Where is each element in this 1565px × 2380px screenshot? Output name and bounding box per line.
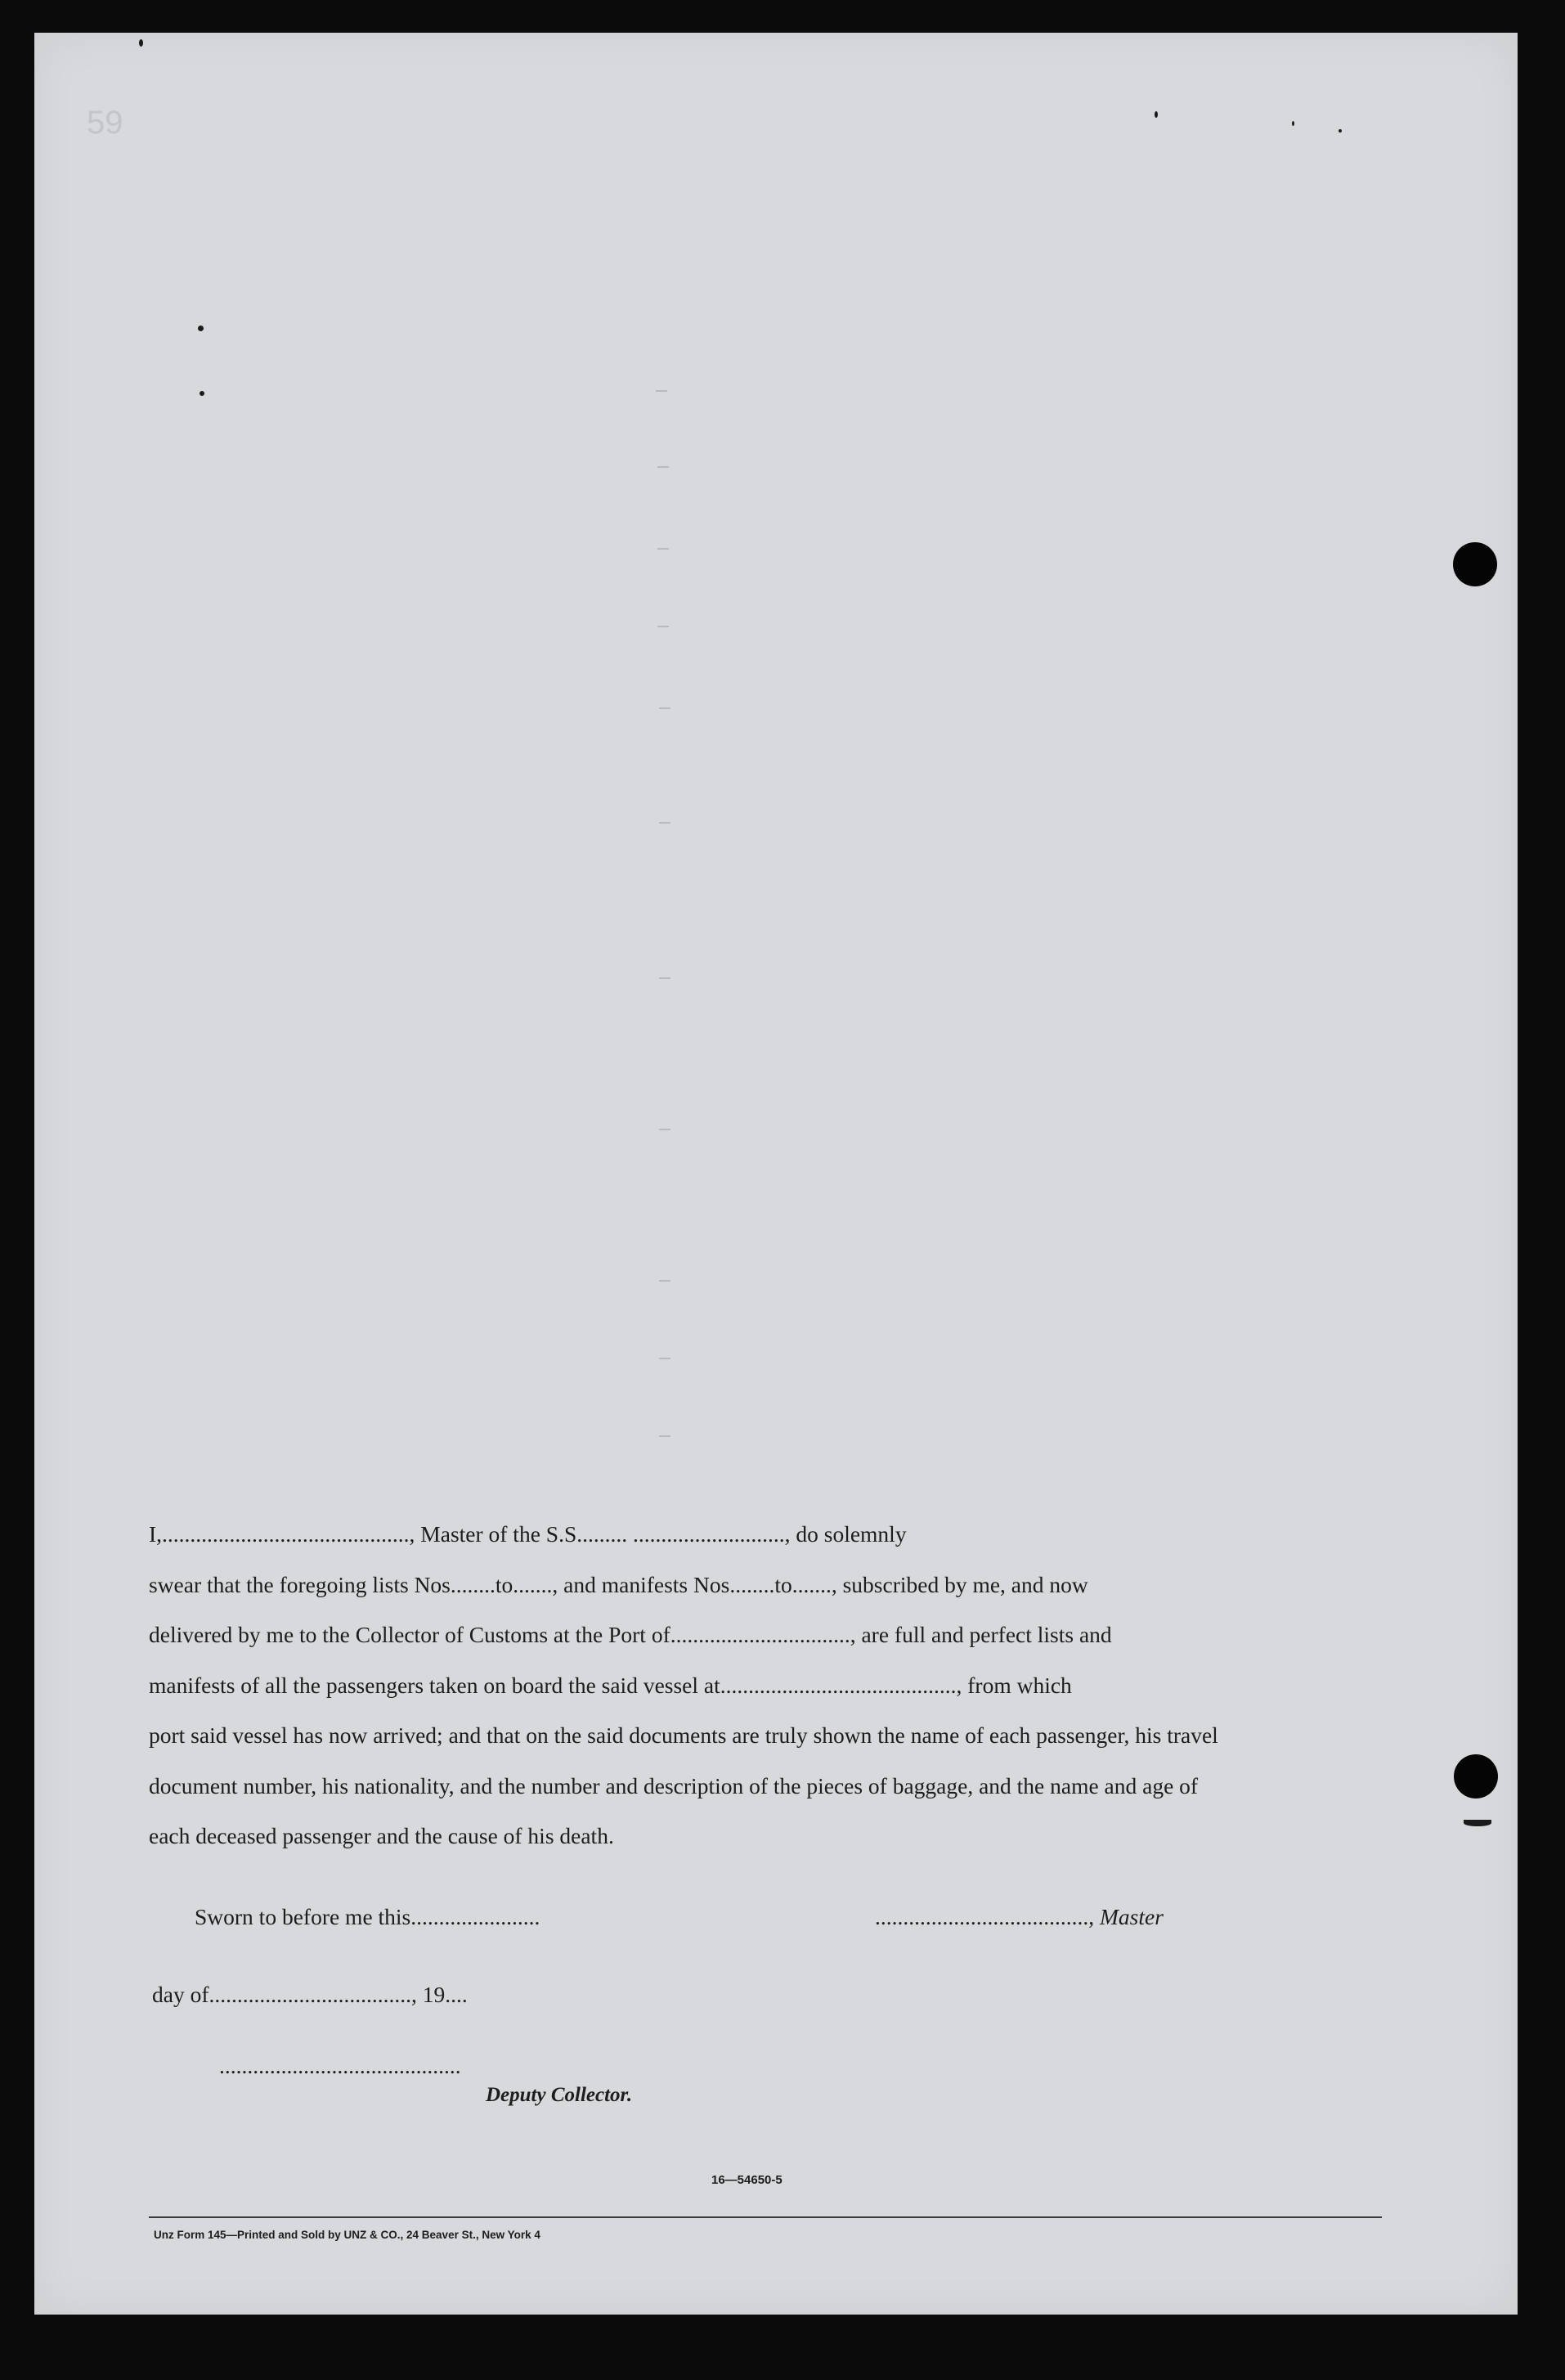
- document-page: [34, 33, 1518, 2315]
- master-signature-line: [875, 1904, 1164, 1930]
- footer-rule: [149, 2216, 1382, 2218]
- oath-line: delivered by me to the Collector of Customs at the Port of................................, are full and perfect lists and: [149, 1622, 1112, 1647]
- ghost-dash: [659, 1435, 670, 1437]
- ink-speck: [1292, 121, 1294, 126]
- ink-speck: [198, 326, 204, 331]
- binder-hole-top: [1453, 542, 1497, 586]
- ghost-dash: [659, 707, 670, 709]
- ghost-dash: [657, 466, 669, 468]
- ghost-dash: [657, 626, 669, 627]
- oath-paragraph: [149, 1509, 1382, 1861]
- oath-line: port said vessel has now arrived; and that on the said documents are truly shown the name of each passenger, his travel: [149, 1722, 1218, 1748]
- ink-speck: [139, 39, 143, 47]
- ghost-dash: [659, 1129, 670, 1130]
- ghost-dash: [656, 390, 667, 392]
- oath-line: manifests of all the passengers taken on board the said vessel at.........................................., from which: [149, 1672, 1072, 1698]
- bleed-through-page-number: 59: [87, 105, 123, 141]
- ink-speck: [1339, 129, 1342, 132]
- printer-credit: Unz Form 145—Printed and Sold by UNZ & CO., 24 Beaver St., New York 4: [154, 2229, 540, 2241]
- master-label: Master: [1100, 1904, 1164, 1929]
- ghost-dash: [659, 1358, 670, 1359]
- ghost-dash: [659, 1280, 670, 1282]
- ghost-dash: [659, 822, 670, 824]
- ghost-dash: [657, 548, 669, 550]
- ink-speck: [1155, 111, 1158, 118]
- oath-line: swear that the foregoing lists Nos........to......., and manifests Nos........to......., subscribed by me, and now: [149, 1571, 1088, 1597]
- collector-signature-dots: ...........................................: [219, 2053, 461, 2078]
- oath-line: document number, his nationality, and the number and description of the pieces of baggage, and the name and age of: [149, 1772, 1199, 1798]
- ink-speck: [1464, 1820, 1491, 1826]
- ghost-dash: [659, 977, 670, 979]
- sworn-to-line: Sworn to before me this.......................: [195, 1904, 540, 1929]
- deputy-collector-label: Deputy Collector.: [486, 2084, 633, 2106]
- master-dots: ......................................,: [875, 1904, 1095, 1929]
- binder-hole-bottom: [1454, 1754, 1498, 1798]
- form-number: 16—54650-5: [711, 2173, 782, 2187]
- day-of-line: day of...................................., 19....: [152, 1982, 468, 2007]
- oath-line: I,............................................, Master of the S.S......... ..........................., do solemnly: [149, 1521, 907, 1547]
- ink-speck: [200, 391, 204, 396]
- oath-line: each deceased passenger and the cause of his death.: [149, 1823, 614, 1848]
